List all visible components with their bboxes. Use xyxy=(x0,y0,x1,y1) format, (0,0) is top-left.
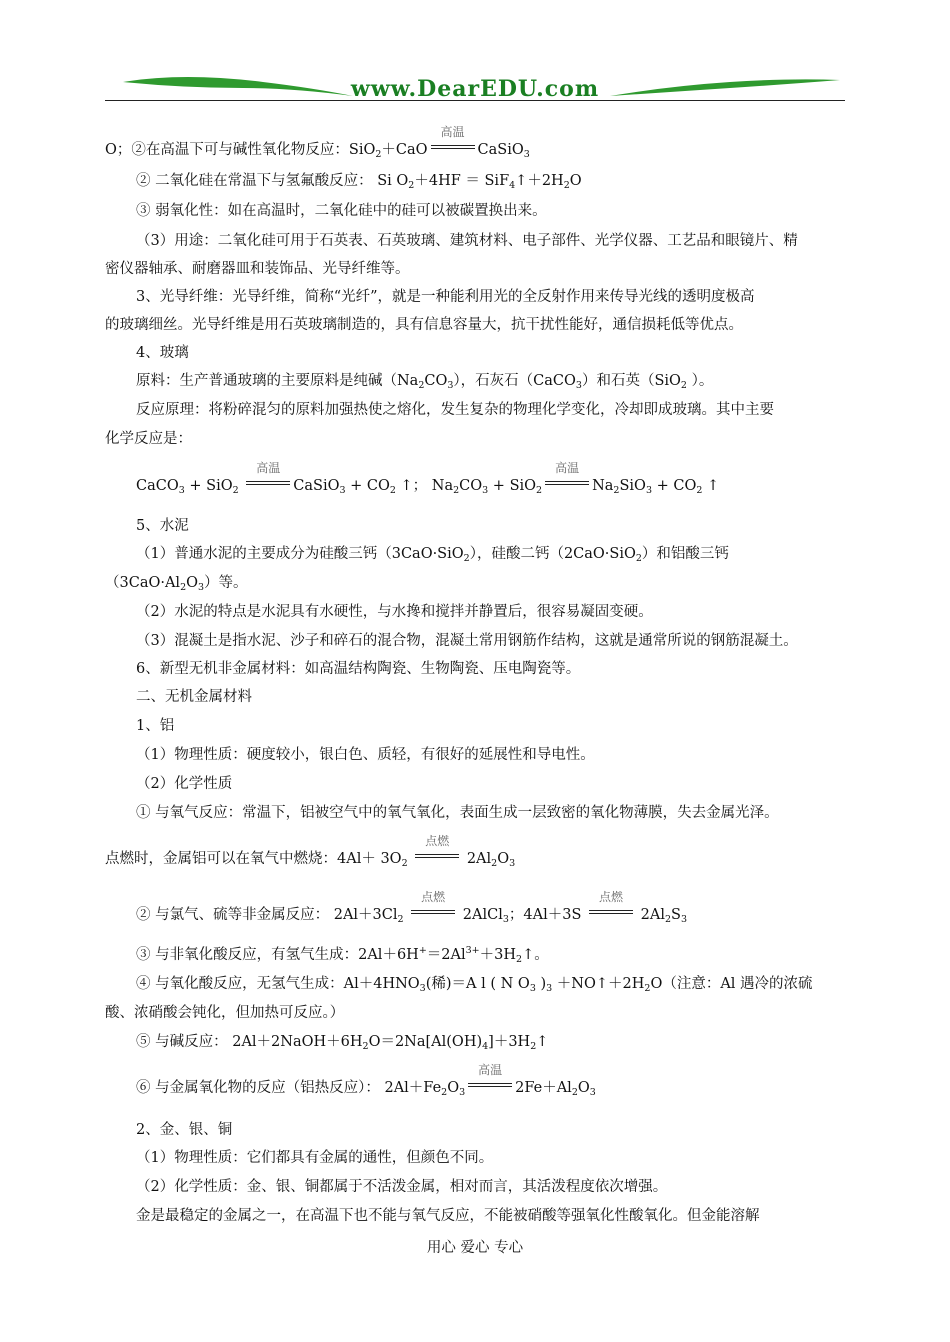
subscript: 3 xyxy=(339,485,346,496)
text-run: CaCO xyxy=(136,478,179,494)
superscript: + xyxy=(418,945,427,956)
text-run: 金是最稳定的金属之一，在高温下也不能与氧气反应，不能被硝酸等强氧化性酸氧化。但金能溶解 xyxy=(136,1208,760,1224)
text-run: O xyxy=(497,851,510,867)
subscript: 2 xyxy=(362,1041,369,1052)
subscript: 3 xyxy=(529,983,536,994)
text-line xyxy=(136,945,549,965)
text-line xyxy=(136,1063,596,1098)
text-run: ③ 与非氧化酸反应，有氢气生成：2Al＋6H xyxy=(136,947,419,963)
text-run: O xyxy=(569,173,582,189)
subscript: 2 xyxy=(408,180,415,191)
text-run: ＋NO↑＋2H xyxy=(552,976,645,992)
reaction-condition-label: 点燃 xyxy=(599,890,624,904)
double-line-equals xyxy=(411,910,455,914)
subscript: 4 xyxy=(482,1041,489,1052)
text-line xyxy=(105,259,410,279)
subscript: 3 xyxy=(523,149,530,160)
text-run: ↑； Na xyxy=(395,478,454,494)
subscript: 3 xyxy=(502,914,509,925)
subscript: 2 xyxy=(644,983,651,994)
subscript: 2 xyxy=(375,149,382,160)
text-run xyxy=(404,907,409,923)
text-run: ② 与氯气、硫等非金属反应： 2Al＋3Cl xyxy=(136,907,398,923)
text-line xyxy=(136,461,720,496)
text-run xyxy=(408,851,413,867)
text-run: ＋CaO xyxy=(381,142,428,158)
text-line xyxy=(136,400,774,420)
text-line xyxy=(136,1206,760,1226)
double-line-equals xyxy=(468,1083,512,1087)
subscript: 2 xyxy=(463,553,470,564)
text-run: 点燃时，金属铝可以在氧气中燃烧：4Al＋ 3O xyxy=(105,851,402,867)
text-run: （2）水泥的特点是水泥具有水硬性，与水搀和搅拌并静置后，很容易凝固变硬。 xyxy=(136,604,653,620)
subscript: 3 xyxy=(419,983,426,994)
subscript: 2 xyxy=(453,485,460,496)
text-run: ），石灰石（CaCO xyxy=(453,373,576,389)
text-run: ⑥ 与金属氧化物的反应（铝热反应）： 2Al＋Fe xyxy=(136,1080,442,1096)
text-run: ① 与氧气反应：常温下，铝被空气中的氧气氧化，表面生成一层致密的氧化物薄膜，失去金属光泽。 xyxy=(136,805,779,821)
subscript: 3 xyxy=(509,858,516,869)
reaction-condition-sign xyxy=(413,834,461,865)
text-run: 密仪器轴承、耐磨器皿和装饰品、光导纤维等。 xyxy=(105,261,410,277)
text-run: O xyxy=(186,575,199,591)
subscript: 2 xyxy=(516,954,523,965)
subscript: 2 xyxy=(664,914,672,925)
text-run: ↑。 xyxy=(522,947,549,963)
text-run: （3）用途：二氧化硅可用于石英表、石英玻璃、建筑材料、电子部件、光学仪器、工艺品和眼镜片、精 xyxy=(136,233,798,249)
text-run: ）和石英（SiO xyxy=(581,373,681,389)
reaction-condition-label: 高温 xyxy=(256,461,281,475)
subscript: 3 xyxy=(546,983,553,994)
text-run: O xyxy=(447,1080,460,1096)
text-run: ）。 xyxy=(686,373,714,389)
text-run: 2Al xyxy=(636,907,665,923)
subscript: 2 xyxy=(635,553,642,564)
subscript: 2 xyxy=(180,582,187,593)
text-run: 2Al xyxy=(462,851,492,867)
text-run: （2）化学性质 xyxy=(136,776,233,792)
text-run: 酸、浓硝酸会钝化，但加热可反应。） xyxy=(105,1005,345,1021)
text-run: （2）化学性质：金、银、铜都属于不活泼金属，相对而言，其活泼程度依次增强。 xyxy=(136,1179,668,1195)
text-run: ) xyxy=(535,976,547,992)
text-run: ＝2Al xyxy=(426,947,466,963)
text-run: 2、金、银、铜 xyxy=(136,1122,233,1138)
reaction-condition-sign xyxy=(587,890,635,921)
text-line xyxy=(136,516,189,536)
text-run: ]＋3H xyxy=(488,1034,531,1050)
text-run: ⑤ 与碱反应： 2Al＋2NaOH＋6H xyxy=(136,1034,363,1050)
text-run: 3、光导纤维：光导纤维，简称“光纤”，就是一种能利用光的全反射作用来传导光线的透明度极高 xyxy=(136,289,755,305)
text-run: （1）物理性质：硬度较小，银白色、质轻，有很好的延展性和导电性。 xyxy=(136,747,595,763)
text-run: ↑＋2H xyxy=(515,173,564,189)
text-line xyxy=(136,343,189,363)
subscript: 3 xyxy=(680,914,687,925)
text-line xyxy=(136,371,713,391)
text-run: CO xyxy=(459,478,483,494)
text-run: ）等。 xyxy=(204,575,248,591)
text-line xyxy=(105,1003,344,1023)
subscript: 3 xyxy=(589,1087,596,1098)
text-run: （3）混凝土是指水泥、沙子和碎石的混合物，混凝土常用钢筋作结构，这就是通常所说的钢筋混凝土。 xyxy=(136,633,798,649)
text-line xyxy=(136,803,779,823)
text-run: （3CaO·Al xyxy=(105,575,181,591)
text-run: ↑ xyxy=(536,1034,549,1050)
text-run: ② 二氧化硅在常温下与氢氟酸反应： Si O xyxy=(136,173,409,189)
subscript: 3 xyxy=(178,485,185,496)
subscript: 2 xyxy=(389,485,396,496)
text-run: + SiO xyxy=(488,478,537,494)
text-line xyxy=(136,631,798,651)
text-line xyxy=(136,1120,232,1140)
double-line-equals xyxy=(246,481,290,485)
superscript: 3+ xyxy=(465,945,480,956)
text-run: CO xyxy=(424,373,448,389)
text-line xyxy=(136,1177,667,1197)
subscript: 2 xyxy=(397,914,404,925)
text-run: 6、新型无机非金属材料：如高温结构陶瓷、生物陶瓷、压电陶瓷等。 xyxy=(136,661,581,677)
text-line xyxy=(105,573,248,593)
text-run: SiO xyxy=(619,478,646,494)
text-run: ）和铝酸三钙 xyxy=(641,546,729,562)
text-line xyxy=(105,834,516,869)
text-run: ③ 弱氧化性：如在高温时，二氧化硅中的硅可以被碳置换出来。 xyxy=(136,203,547,219)
text-line xyxy=(136,171,582,191)
text-run: ↑ xyxy=(702,478,720,494)
reaction-condition-label: 点燃 xyxy=(425,834,450,848)
text-line xyxy=(136,1148,493,1168)
subscript: 2 xyxy=(530,1041,537,1052)
subscript: 2 xyxy=(536,485,543,496)
text-line xyxy=(136,231,798,251)
subscript: 3 xyxy=(575,380,582,391)
text-line xyxy=(105,125,530,160)
subscript: 2 xyxy=(613,485,620,496)
text-line xyxy=(105,429,192,449)
text-run: 4、玻璃 xyxy=(136,345,189,361)
subscript: 2 xyxy=(571,1087,578,1098)
reaction-condition-label: 高温 xyxy=(478,1063,503,1077)
site-logo: www.DearEDU.com xyxy=(350,76,600,102)
text-run: CaSiO xyxy=(293,478,340,494)
text-run: Na xyxy=(592,478,614,494)
text-run: O xyxy=(577,1080,590,1096)
text-run xyxy=(239,478,244,494)
reaction-condition-label: 点燃 xyxy=(421,890,446,904)
reaction-condition-sign xyxy=(543,461,591,492)
text-line xyxy=(136,201,547,221)
text-run: 化学反应是： xyxy=(105,431,192,447)
text-run: 原料：生产普通玻璃的主要原料是纯碱（Na xyxy=(136,373,419,389)
subscript: 2 xyxy=(491,858,498,869)
text-line xyxy=(136,544,729,564)
text-line xyxy=(136,1032,548,1052)
text-run: 5、水泥 xyxy=(136,518,189,534)
text-line xyxy=(136,602,653,622)
subscript: 2 xyxy=(563,180,570,191)
text-run: （1）物理性质：它们都具有金属的通性，但颜色不同。 xyxy=(136,1150,494,1166)
text-line xyxy=(136,974,813,994)
text-run: + SiO xyxy=(184,478,233,494)
subscript: 2 xyxy=(232,485,239,496)
text-run: 2AlCl xyxy=(458,907,503,923)
subscript: 2 xyxy=(401,858,408,869)
page-footer: 用心 爱心 专心 xyxy=(426,1240,524,1256)
text-run: （1）普通水泥的主要成分为硅酸三钙（3CaO·SiO xyxy=(136,546,464,562)
text-run: CaSiO xyxy=(477,142,524,158)
header-rule xyxy=(105,100,845,101)
text-line xyxy=(136,687,252,707)
page-header xyxy=(105,70,845,104)
text-run: ＋3H xyxy=(479,947,517,963)
text-run: 1、铝 xyxy=(136,718,175,734)
text-line xyxy=(136,774,232,794)
text-run: 反应原理：将粉碎混匀的原料加强热使之熔化，发生复杂的物理化学变化，冷却即成玻璃。其中主要 xyxy=(136,402,774,418)
text-run: O＝2Na[Al(OH) xyxy=(368,1034,483,1050)
text-run: ），硅酸二钙（2CaO·SiO xyxy=(469,546,636,562)
subscript: 2 xyxy=(441,1087,448,1098)
text-run: S xyxy=(671,907,681,923)
text-run: ④ 与氧化酸反应，无氢气生成：Al＋4HNO xyxy=(136,976,420,992)
text-line xyxy=(136,716,174,736)
subscript: 3 xyxy=(645,485,652,496)
text-line xyxy=(136,287,755,307)
text-run: 的玻璃细丝。光导纤维是用石英玻璃制造的，具有信息容量大，抗干扰性能好，通信损耗低等优点。 xyxy=(105,317,743,333)
subscript: 2 xyxy=(680,380,687,391)
subscript: 3 xyxy=(198,582,205,593)
reaction-condition-sign xyxy=(429,125,477,156)
subscript: 3 xyxy=(482,485,489,496)
double-line-equals xyxy=(545,481,589,485)
reaction-condition-label: 高温 xyxy=(555,461,580,475)
double-line-equals xyxy=(415,854,459,858)
reaction-condition-sign xyxy=(409,890,457,921)
subscript: 2 xyxy=(418,380,425,391)
reaction-condition-sign xyxy=(244,461,292,492)
text-line xyxy=(136,890,687,925)
subscript: 4 xyxy=(509,180,516,191)
subscript: 2 xyxy=(696,485,703,496)
text-line xyxy=(136,745,595,765)
subscript: 3 xyxy=(447,380,454,391)
text-run: 2Fe＋Al xyxy=(515,1080,572,1096)
text-line xyxy=(136,659,580,679)
text-run: O（注意：Al 遇冷的浓硫 xyxy=(650,976,813,992)
double-line-equals xyxy=(589,910,633,914)
text-run: 二、无机金属材料 xyxy=(136,689,252,705)
text-run: + CO xyxy=(651,478,697,494)
text-line xyxy=(105,315,743,335)
reaction-condition-sign xyxy=(466,1063,514,1094)
text-run: O；②在高温下可与碱性氧化物反应：SiO xyxy=(105,142,376,158)
reaction-condition-label: 高温 xyxy=(440,125,465,139)
text-run: ；4Al＋3S xyxy=(508,907,587,923)
text-run: + CO xyxy=(345,478,390,494)
text-run: ＋4HF ＝ SiF xyxy=(414,173,510,189)
double-line-equals xyxy=(431,145,475,149)
subscript: 3 xyxy=(459,1087,466,1098)
text-run: (稀)＝A l ( N O xyxy=(425,976,530,992)
